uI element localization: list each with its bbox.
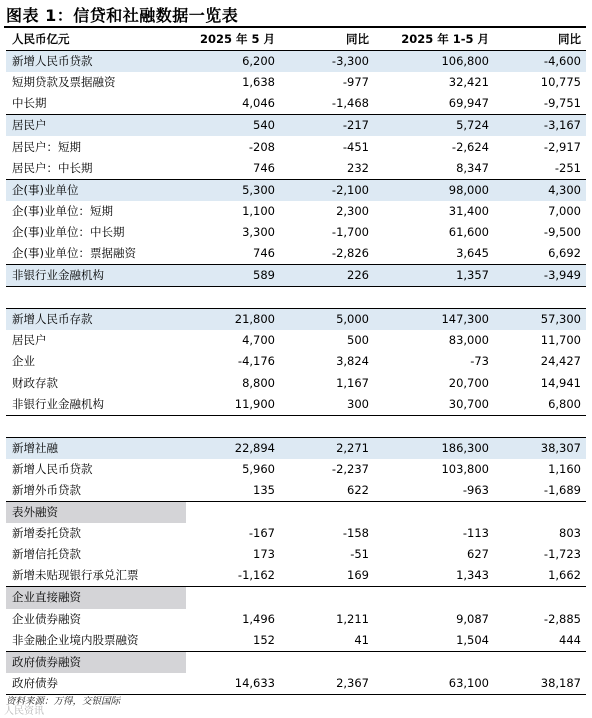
ytd-yoy: -2,917 <box>543 139 581 154</box>
table-row <box>6 179 586 201</box>
ytd-yoy: 7,000 <box>548 203 581 218</box>
row-label: 居民户 <box>6 115 186 137</box>
ytd-yoy: 4,300 <box>494 179 586 201</box>
month-value: 746 <box>253 245 275 260</box>
month-yoy: 2,300 <box>336 203 369 218</box>
ytd-value: 1,504 <box>456 632 489 647</box>
ytd-yoy: -4,600 <box>494 51 586 73</box>
ytd-value: 147,300 <box>374 309 494 331</box>
month-yoy: -451 <box>342 139 369 154</box>
ytd-yoy: 14,941 <box>540 375 581 390</box>
month-yoy: 2,367 <box>280 673 374 695</box>
month-value <box>186 502 280 524</box>
table-row <box>6 158 586 180</box>
month-value: 22,894 <box>186 437 280 459</box>
month-value: 21,800 <box>186 309 280 331</box>
ytd-yoy <box>494 287 586 309</box>
table-row <box>6 330 586 351</box>
table-row <box>6 51 586 73</box>
table-row <box>6 373 586 394</box>
header-ytd-yoy: 同比 <box>558 32 581 47</box>
month-value: 3,300 <box>242 224 275 239</box>
ytd-yoy <box>494 587 586 609</box>
row-label: 表外融资 <box>6 502 186 524</box>
month-value <box>186 587 280 609</box>
row-label: 企业直接融资 <box>6 587 186 609</box>
month-yoy: 41 <box>354 632 369 647</box>
row-label: 居民户：中长期 <box>12 160 93 175</box>
row-label: 企业债券融资 <box>12 611 81 626</box>
table-row <box>6 630 586 652</box>
month-yoy <box>280 415 374 437</box>
table-row <box>6 459 586 480</box>
month-yoy: -158 <box>342 526 369 541</box>
row-label: 居民户 <box>12 333 47 348</box>
ytd-yoy: 11,700 <box>540 333 581 348</box>
month-value: 135 <box>253 483 275 498</box>
ytd-value: 63,100 <box>374 673 494 695</box>
month-yoy: -3,300 <box>280 51 374 73</box>
month-yoy: 622 <box>347 483 369 498</box>
table-row <box>6 394 586 416</box>
ytd-yoy <box>494 502 586 524</box>
ytd-yoy: 6,800 <box>548 396 581 411</box>
ytd-value <box>374 502 494 524</box>
ytd-value <box>374 415 494 437</box>
ytd-yoy: -1,723 <box>543 547 581 562</box>
month-yoy: -1,700 <box>331 224 369 239</box>
ytd-yoy: 6,692 <box>548 245 581 260</box>
table-row <box>6 115 586 137</box>
row-label: 企(事)业单位 <box>6 179 186 201</box>
row-label: 中长期 <box>12 96 47 111</box>
ytd-yoy: -9,751 <box>543 96 581 111</box>
month-value: 4,046 <box>242 96 275 111</box>
ytd-value: 627 <box>467 547 489 562</box>
month-value: 589 <box>186 265 280 287</box>
month-value: 152 <box>253 632 275 647</box>
page-title: 图表 1：信贷和社融数据一览表 <box>6 6 239 25</box>
table-row <box>6 565 586 587</box>
table-row <box>6 415 586 437</box>
table-row <box>6 309 586 331</box>
row-label: 新增委托贷款 <box>12 526 81 541</box>
header-month-yoy: 同比 <box>346 32 369 47</box>
ytd-value <box>374 287 494 309</box>
table-row <box>6 480 586 502</box>
row-label: 非银行业金融机构 <box>6 265 186 287</box>
month-value: -1,162 <box>237 568 275 583</box>
month-yoy: -217 <box>280 115 374 137</box>
month-yoy: 3,824 <box>336 354 369 369</box>
month-value: -208 <box>248 139 275 154</box>
month-value: 4,700 <box>242 333 275 348</box>
month-yoy: 300 <box>347 396 369 411</box>
month-value <box>186 287 280 309</box>
row-label: 新增未贴现银行承兑汇票 <box>12 568 139 583</box>
month-value: 6,200 <box>186 51 280 73</box>
month-value: 1,496 <box>242 611 275 626</box>
month-value: 5,300 <box>186 179 280 201</box>
table-row <box>6 673 586 695</box>
row-label: 新增信托贷款 <box>12 547 81 562</box>
table-row <box>6 351 586 372</box>
ytd-value: -963 <box>462 483 489 498</box>
month-value: 14,633 <box>186 673 280 695</box>
month-yoy: -1,468 <box>331 96 369 111</box>
ytd-value: 8,347 <box>456 160 489 175</box>
ytd-yoy: 38,307 <box>494 437 586 459</box>
ytd-value: 61,600 <box>448 224 489 239</box>
row-label: 企(事)业单位：短期 <box>12 203 113 218</box>
row-label: 非金融企业境内股票融资 <box>12 632 139 647</box>
ytd-yoy: 10,775 <box>540 75 581 90</box>
month-value: 746 <box>253 160 275 175</box>
table-row <box>6 544 586 565</box>
month-yoy: 5,000 <box>280 309 374 331</box>
month-value: 173 <box>253 547 275 562</box>
ytd-value: 1,343 <box>456 568 489 583</box>
month-value <box>186 651 280 673</box>
month-value: -167 <box>248 526 275 541</box>
month-yoy: 1,167 <box>336 375 369 390</box>
ytd-yoy: -251 <box>554 160 581 175</box>
table-row <box>6 72 586 93</box>
ytd-value: 31,400 <box>448 203 489 218</box>
month-yoy <box>280 502 374 524</box>
ytd-yoy: -3,949 <box>494 265 586 287</box>
month-value: 11,900 <box>234 396 275 411</box>
ytd-yoy: 803 <box>559 526 581 541</box>
month-value: -4,176 <box>237 354 275 369</box>
ytd-value <box>374 587 494 609</box>
row-label: 居民户：短期 <box>12 139 81 154</box>
month-yoy: -2,100 <box>280 179 374 201</box>
ytd-value: 9,087 <box>456 611 489 626</box>
month-yoy <box>280 287 374 309</box>
month-value: 540 <box>186 115 280 137</box>
header-month: 2025 年 5 月 <box>199 32 275 47</box>
table-row <box>6 136 586 157</box>
table-header-row <box>6 29 586 51</box>
ytd-yoy: -2,885 <box>543 611 581 626</box>
table-row <box>6 502 586 524</box>
month-yoy: 169 <box>347 568 369 583</box>
row-label: 新增外币贷款 <box>12 483 81 498</box>
ytd-yoy: 57,300 <box>494 309 586 331</box>
ytd-yoy: 1,662 <box>548 568 581 583</box>
row-label <box>6 287 186 309</box>
ytd-value: 106,800 <box>374 51 494 73</box>
month-value: 1,100 <box>242 203 275 218</box>
title-divider <box>4 26 586 28</box>
row-label: 政府债券 <box>6 673 186 695</box>
month-value <box>186 415 280 437</box>
watermark: 人民资讯 <box>4 706 44 717</box>
table-row <box>6 437 586 459</box>
ytd-value: 32,421 <box>448 75 489 90</box>
row-label <box>6 415 186 437</box>
source-note: 资料来源：万得，交银国际 <box>6 696 121 707</box>
row-label: 非银行业金融机构 <box>12 396 104 411</box>
ytd-value: -73 <box>470 354 489 369</box>
month-yoy: -51 <box>350 547 369 562</box>
table-row <box>6 609 586 630</box>
row-label: 新增社融 <box>6 437 186 459</box>
ytd-value: 186,300 <box>374 437 494 459</box>
ytd-value: 69,947 <box>448 96 489 111</box>
month-yoy: 232 <box>347 160 369 175</box>
ytd-yoy <box>494 651 586 673</box>
ytd-value: 1,357 <box>374 265 494 287</box>
ytd-yoy: -9,500 <box>543 224 581 239</box>
month-value: 8,800 <box>242 375 275 390</box>
table-row <box>6 651 586 673</box>
month-yoy <box>280 587 374 609</box>
ytd-value: 30,700 <box>448 396 489 411</box>
table-row <box>6 201 586 222</box>
row-label: 企(事)业单位：中长期 <box>12 224 125 239</box>
row-label: 企业 <box>12 354 35 369</box>
ytd-yoy: -3,167 <box>494 115 586 137</box>
table-row <box>6 243 586 265</box>
table-row <box>6 523 586 544</box>
row-label: 财政存款 <box>12 375 58 390</box>
ytd-value: 20,700 <box>448 375 489 390</box>
ytd-value: 5,724 <box>374 115 494 137</box>
table-row <box>6 587 586 609</box>
header-unit: 人民币亿元 <box>12 32 70 47</box>
month-yoy: -2,826 <box>331 245 369 260</box>
ytd-value: 98,000 <box>374 179 494 201</box>
ytd-yoy: 1,160 <box>548 461 581 476</box>
table-row <box>6 93 586 115</box>
ytd-yoy <box>494 415 586 437</box>
month-yoy: 2,271 <box>280 437 374 459</box>
credit-social-financing-table <box>6 29 586 695</box>
month-value: 1,638 <box>242 75 275 90</box>
ytd-yoy: 38,187 <box>494 673 586 695</box>
row-label: 新增人民币贷款 <box>12 461 93 476</box>
row-label: 政府债券融资 <box>6 651 186 673</box>
ytd-yoy: 24,427 <box>540 354 581 369</box>
month-yoy: 1,211 <box>336 611 369 626</box>
row-label: 新增人民币存款 <box>6 309 186 331</box>
ytd-yoy: 444 <box>559 632 581 647</box>
month-yoy: 226 <box>280 265 374 287</box>
table-row <box>6 287 586 309</box>
row-label: 企(事)业单位：票据融资 <box>12 245 136 260</box>
table-row <box>6 222 586 243</box>
row-label: 新增人民币贷款 <box>6 51 186 73</box>
ytd-value: -2,624 <box>451 139 489 154</box>
month-yoy: -977 <box>342 75 369 90</box>
table-row <box>6 265 586 287</box>
ytd-value <box>374 651 494 673</box>
ytd-value: 3,645 <box>456 245 489 260</box>
ytd-value: 83,000 <box>448 333 489 348</box>
header-ytd: 2025 年 1-5 月 <box>401 32 489 47</box>
month-yoy <box>280 651 374 673</box>
month-yoy: -2,237 <box>331 461 369 476</box>
ytd-value: 103,800 <box>441 461 489 476</box>
ytd-value: -113 <box>462 526 489 541</box>
month-value: 5,960 <box>242 461 275 476</box>
row-label: 短期贷款及票据融资 <box>12 75 116 90</box>
month-yoy: 500 <box>347 333 369 348</box>
ytd-yoy: -1,689 <box>543 483 581 498</box>
